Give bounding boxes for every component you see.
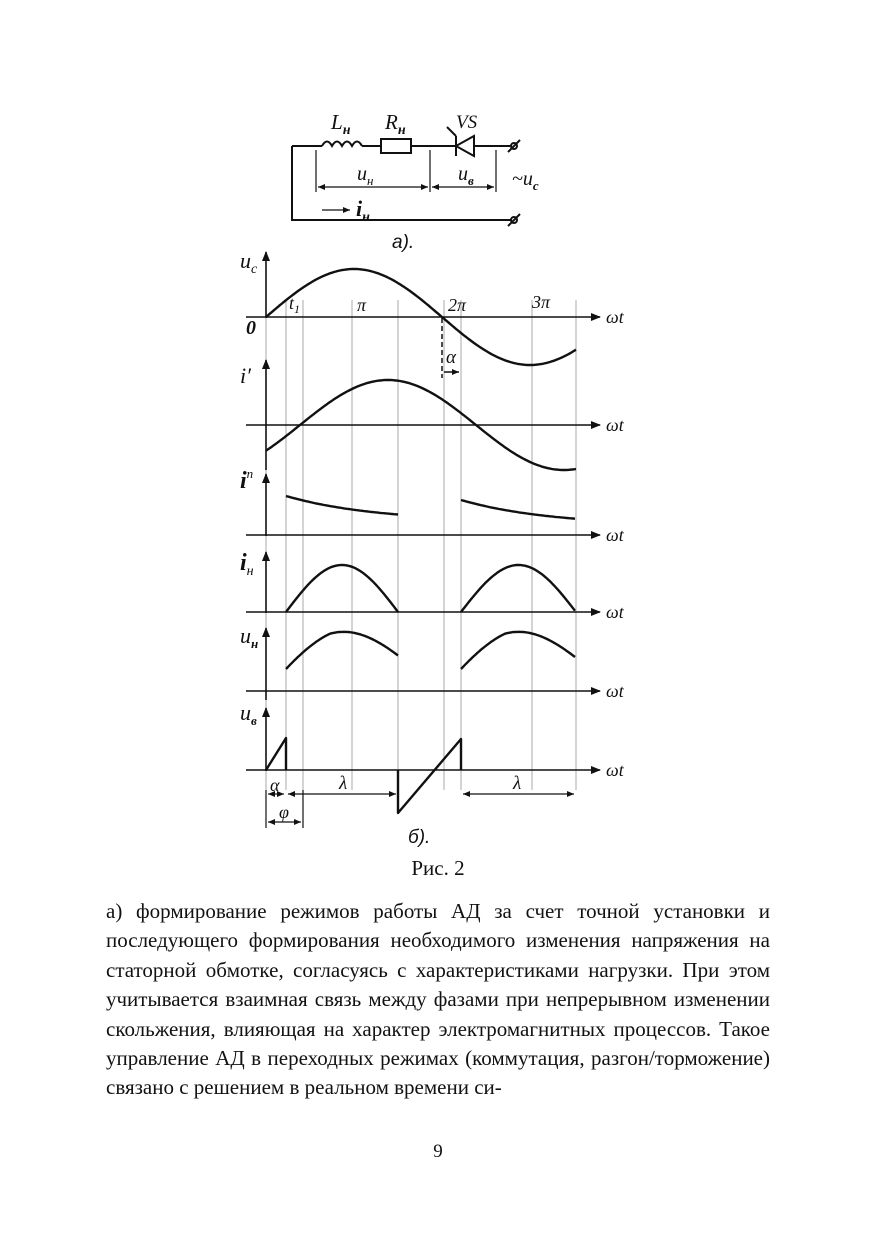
graph-label-uv: u [240, 700, 251, 725]
axis-label-i1: ωt [606, 415, 624, 435]
timing-curves [266, 269, 576, 813]
valve-voltage-label: u [458, 163, 468, 185]
graph-label-uc-sub: с [251, 262, 258, 277]
timing-labels [240, 248, 625, 848]
axis-label-ih: ωt [606, 602, 624, 622]
circuit-diagram [292, 127, 520, 226]
resistor-label: R [385, 110, 398, 134]
graph-label-ih-sub: н [246, 564, 254, 579]
load-voltage-sub: н [367, 173, 374, 188]
axis-label-uc: ωt [606, 307, 624, 327]
figure-caption: Рис. 2 [411, 856, 465, 880]
source-voltage-sub: с [532, 178, 539, 193]
graph-label-un-sub: н [251, 636, 259, 651]
svg-text:uс [240, 248, 258, 277]
inductor-symbol [322, 142, 362, 147]
lambda-label-2: λ [513, 773, 522, 794]
svg-text:uн [240, 623, 258, 651]
svg-text:uн [357, 163, 373, 188]
axis-label-uv: ωt [606, 760, 624, 780]
curve-valve-voltage-2 [398, 739, 461, 813]
origin-label: 0 [246, 317, 256, 339]
tick-pi: π [357, 295, 367, 315]
load-voltage-label: u [357, 163, 367, 185]
curve-free-current-2 [461, 500, 575, 519]
svg-text:uв [458, 163, 474, 188]
svg-text:~uс [512, 168, 539, 193]
curve-load-voltage-2 [461, 632, 575, 669]
timing-caption: б). [408, 827, 431, 848]
current-label: i [356, 196, 363, 221]
alpha-label-top: α [446, 347, 456, 368]
circuit-caption: а). [392, 232, 415, 253]
inductor-label-sub: н [342, 123, 351, 138]
tick-t1: t [289, 293, 295, 313]
graph-label-i1: i′ [240, 363, 251, 388]
resistor-symbol [381, 139, 411, 153]
svg-text:Rн [384, 110, 406, 138]
svg-text:t1 [289, 293, 300, 316]
timing-reference-lines [266, 300, 576, 790]
timing-axes [246, 252, 600, 771]
body-paragraph: а) формирование режимов работы АД за счет точной установки и последующего формирования необходимого изменения напряжения на статорной обмотке, согласуясь с характеристиками нагрузки. При этом учитывается взаимная связь между фазами при непрерывном изменении скольжения, влияющая на характер электромагнитных процессов. Такое управление АД в переходных режимах (коммутация, разгон/торможение) связано с решением в реальном времени си- [106, 899, 770, 1100]
circuit-labels [330, 110, 539, 253]
alpha-label-bottom: α [270, 775, 280, 795]
svg-text:iн [240, 550, 254, 579]
svg-text:uв [240, 700, 257, 728]
valve-voltage-sub: в [468, 173, 474, 188]
axis-label-in: ωt [606, 525, 624, 545]
curve-load-current-2 [461, 565, 575, 612]
tick-2pi: 2π [448, 295, 467, 315]
svg-text:iп [240, 466, 253, 494]
phi-label: φ [279, 802, 289, 822]
axis-label-un: ωt [606, 681, 624, 701]
timing-dimensions [266, 790, 574, 828]
graph-label-uv-sub: в [251, 713, 257, 728]
graph-label-in: i [240, 468, 247, 494]
graph-label-uc: u [240, 248, 251, 273]
lambda-label-1: λ [339, 773, 348, 794]
svg-text:Lн [330, 110, 351, 138]
curve-valve-voltage-1 [266, 738, 286, 770]
tick-t1-sub: 1 [294, 302, 301, 316]
inductor-label: L [331, 110, 343, 134]
thyristor-label: VS [456, 112, 478, 133]
graph-label-un: u [240, 623, 251, 648]
graph-label-in-sup: п [246, 466, 254, 481]
page-number: 9 [433, 1141, 443, 1162]
source-voltage-label: ~u [512, 168, 533, 190]
graph-label-ih: i [240, 550, 247, 576]
svg-text:iн [356, 196, 370, 225]
resistor-label-sub: н [397, 123, 406, 138]
current-sub: н [362, 210, 370, 225]
circuit-left-wire [292, 146, 512, 220]
tick-3pi: 3π [532, 292, 551, 312]
